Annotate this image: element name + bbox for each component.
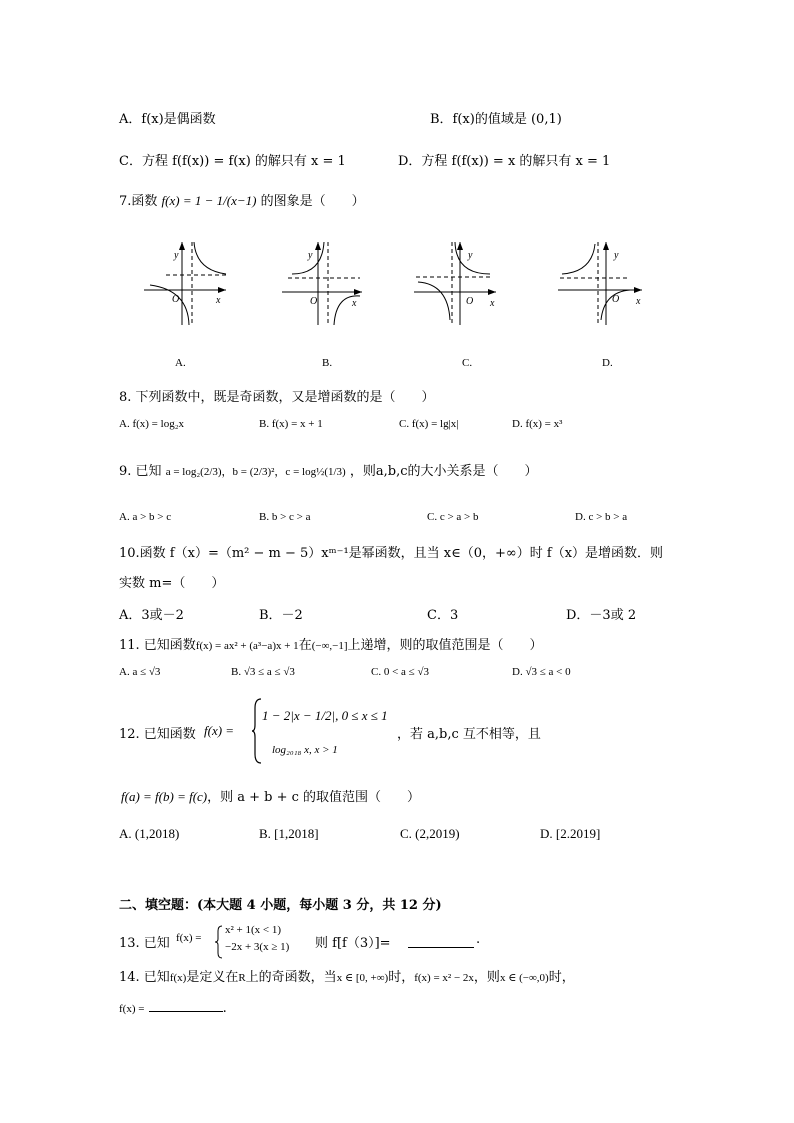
- q14-mid2: 上的奇函数，当: [245, 970, 337, 985]
- q8-option-b: B. f(x) = x + 1: [259, 418, 323, 430]
- q9-stem-formula: a = log₂(2/3)，b = (2/3)²，c = log½(1/3): [165, 466, 346, 478]
- q10-option-a: A．3或－2: [119, 608, 184, 623]
- q8-option-a: A. f(x) = log₂x: [119, 418, 185, 430]
- q9-option-d: D. c > b > a: [575, 511, 628, 523]
- q9-option-b: B. b > c > a: [259, 511, 311, 523]
- q10-option-d: D．－3或 2: [566, 608, 637, 623]
- svg-text:x: x: [636, 296, 641, 307]
- q7-label-b: B.: [322, 357, 333, 369]
- q7-label-d: D.: [602, 357, 613, 369]
- q9-stem-suffix: ，则a,b,c的大小关系是（ ）: [349, 464, 538, 479]
- svg-text:x: x: [352, 298, 357, 309]
- section-2-title: 二、填空题：(本大题 4 小题，每小题 3 分，共 12 分): [119, 898, 442, 913]
- q11-stem-mid: 在: [298, 638, 312, 653]
- q10-option-b: B．－2: [259, 608, 303, 623]
- q12-stem-suffix: ，若 a,b,c 互不相等，且: [397, 727, 541, 742]
- q6-option-a: A．f(x)是偶函数: [119, 112, 216, 127]
- q11-option-b: B. √3 ≤ a ≤ √3: [231, 666, 295, 678]
- q7-graph-a: [144, 242, 226, 325]
- q7-stem: [119, 190, 365, 209]
- q12-fx: f(x) =: [204, 723, 235, 738]
- svg-text:O: O: [466, 296, 474, 307]
- q7-stem-suffix: 的图象是（ ）: [260, 194, 365, 209]
- q13-case2: −2x + 3(x ≥ 1): [225, 941, 290, 953]
- q11-option-d: D. √3 ≤ a < 0: [512, 666, 571, 678]
- q14-prefix: 14. 已知: [119, 970, 170, 985]
- q14-fx: f(x): [169, 972, 187, 984]
- q12-case2: log₂₀₁₈ x, x > 1: [272, 744, 338, 756]
- q14-answer-blank[interactable]: [149, 998, 223, 1012]
- svg-text:y: y: [174, 250, 179, 261]
- q14-r: R: [238, 972, 246, 984]
- q12-option-c: C. (2,2019): [400, 826, 460, 841]
- q14-line1: [119, 966, 575, 985]
- svg-text:y: y: [468, 250, 473, 261]
- q12-option-b: B. [1,2018]: [259, 826, 319, 841]
- q7-label-c: C.: [462, 357, 473, 369]
- q7-stem-prefix: 7.函数: [119, 194, 158, 209]
- q11-option-a: A. a ≤ √3: [119, 666, 161, 678]
- q7-graph-b: [282, 242, 362, 325]
- q13-end: .: [476, 932, 481, 947]
- svg-text:y: y: [614, 250, 619, 261]
- q14-line2-prefix: f(x) =: [119, 1003, 145, 1015]
- q13-stem-suffix: 则 f[f（3）]=: [315, 936, 391, 951]
- q11-stem: [119, 634, 543, 653]
- q12-option-a: A. (1,2018): [119, 826, 180, 841]
- q7-graph-c: [414, 242, 496, 325]
- q7-stem-formula: f(x) = 1 − 1/(x−1): [161, 193, 257, 208]
- q11-stem-prefix: 11. 已知函数: [119, 638, 196, 653]
- q7-label-a: A.: [175, 357, 186, 369]
- q11-stem-interval: (−∞,−1]: [311, 640, 348, 652]
- q7-graph-d: [558, 242, 642, 325]
- q12-line2-suffix: ，则 a + b + c 的取值范围（ ）: [207, 790, 421, 805]
- q10-option-c: C．3: [427, 608, 459, 623]
- q13-case1: x² + 1(x < 1): [225, 924, 282, 936]
- q14-formula: f(x) = x² − 2x: [414, 972, 474, 984]
- q11-option-c: C. 0 < a ≤ √3: [371, 666, 429, 678]
- q12-line2-formula: f(a) = f(b) = f(c): [121, 789, 208, 804]
- q12-line2: [121, 786, 420, 805]
- q8-option-d: D. f(x) = x³: [512, 418, 563, 430]
- q13-stem-prefix: 13. 已知: [119, 936, 170, 951]
- q6-option-c: C．方程 f(f(x)) = f(x) 的解只有 x = 1: [119, 154, 346, 169]
- q14-domain2: x ∈ (−∞,0): [499, 972, 549, 984]
- svg-text:O: O: [172, 294, 180, 305]
- q12-brace: [252, 698, 262, 764]
- q14-mid4: ，则: [473, 970, 500, 985]
- q14-end: .: [222, 1001, 227, 1016]
- q12-stem-prefix: 12. 已知函数: [119, 727, 196, 742]
- q9-option-c: C. c > a > b: [427, 511, 479, 523]
- q14-mid5: 时，: [548, 970, 575, 985]
- q6-option-d: D．方程 f(f(x)) = x 的解只有 x = 1: [398, 154, 611, 169]
- q11-stem-formula: f(x) = ax² + (a³−a)x + 1: [195, 640, 299, 652]
- q10-line1: 10.函数 f（x）=（m² − m − 5）xᵐ⁻¹是幂函数，且当 x∈（0，+∞）时 f（x）是增函数．则: [119, 546, 664, 561]
- q14-domain1: x ∈ [0, +∞): [336, 972, 389, 984]
- q9-stem: [119, 460, 537, 479]
- svg-text:O: O: [612, 294, 620, 305]
- svg-text:O: O: [310, 296, 318, 307]
- q6-option-b: B．f(x)的值域是 (0,1): [430, 112, 562, 127]
- q14-line2: [119, 998, 227, 1016]
- q9-stem-prefix: 9. 已知: [119, 464, 162, 479]
- svg-text:y: y: [308, 250, 313, 261]
- q8-stem: 8. 下列函数中，既是奇函数，又是增函数的是（ ）: [119, 390, 435, 405]
- q12-case1: 1 − 2|x − 1/2|, 0 ≤ x ≤ 1: [262, 708, 388, 723]
- q13-brace: [215, 925, 223, 959]
- svg-text:x: x: [490, 298, 495, 309]
- q14-mid1: 是定义在: [186, 970, 239, 985]
- q13-answer-blank[interactable]: [408, 932, 474, 948]
- q13-fx: f(x) =: [176, 932, 202, 944]
- q9-option-a: A. a > b > c: [119, 511, 172, 523]
- q14-mid3: 时，: [388, 970, 415, 985]
- q11-stem-suffix: 上递增，则的取值范围是（ ）: [347, 638, 543, 653]
- q7-graphs: [130, 230, 660, 380]
- q8-option-c: C. f(x) = lg|x|: [399, 418, 459, 430]
- svg-text:x: x: [216, 295, 221, 306]
- q10-line2: 实数 m=（ ）: [119, 576, 225, 591]
- q12-option-d: D. [2.2019]: [540, 826, 601, 841]
